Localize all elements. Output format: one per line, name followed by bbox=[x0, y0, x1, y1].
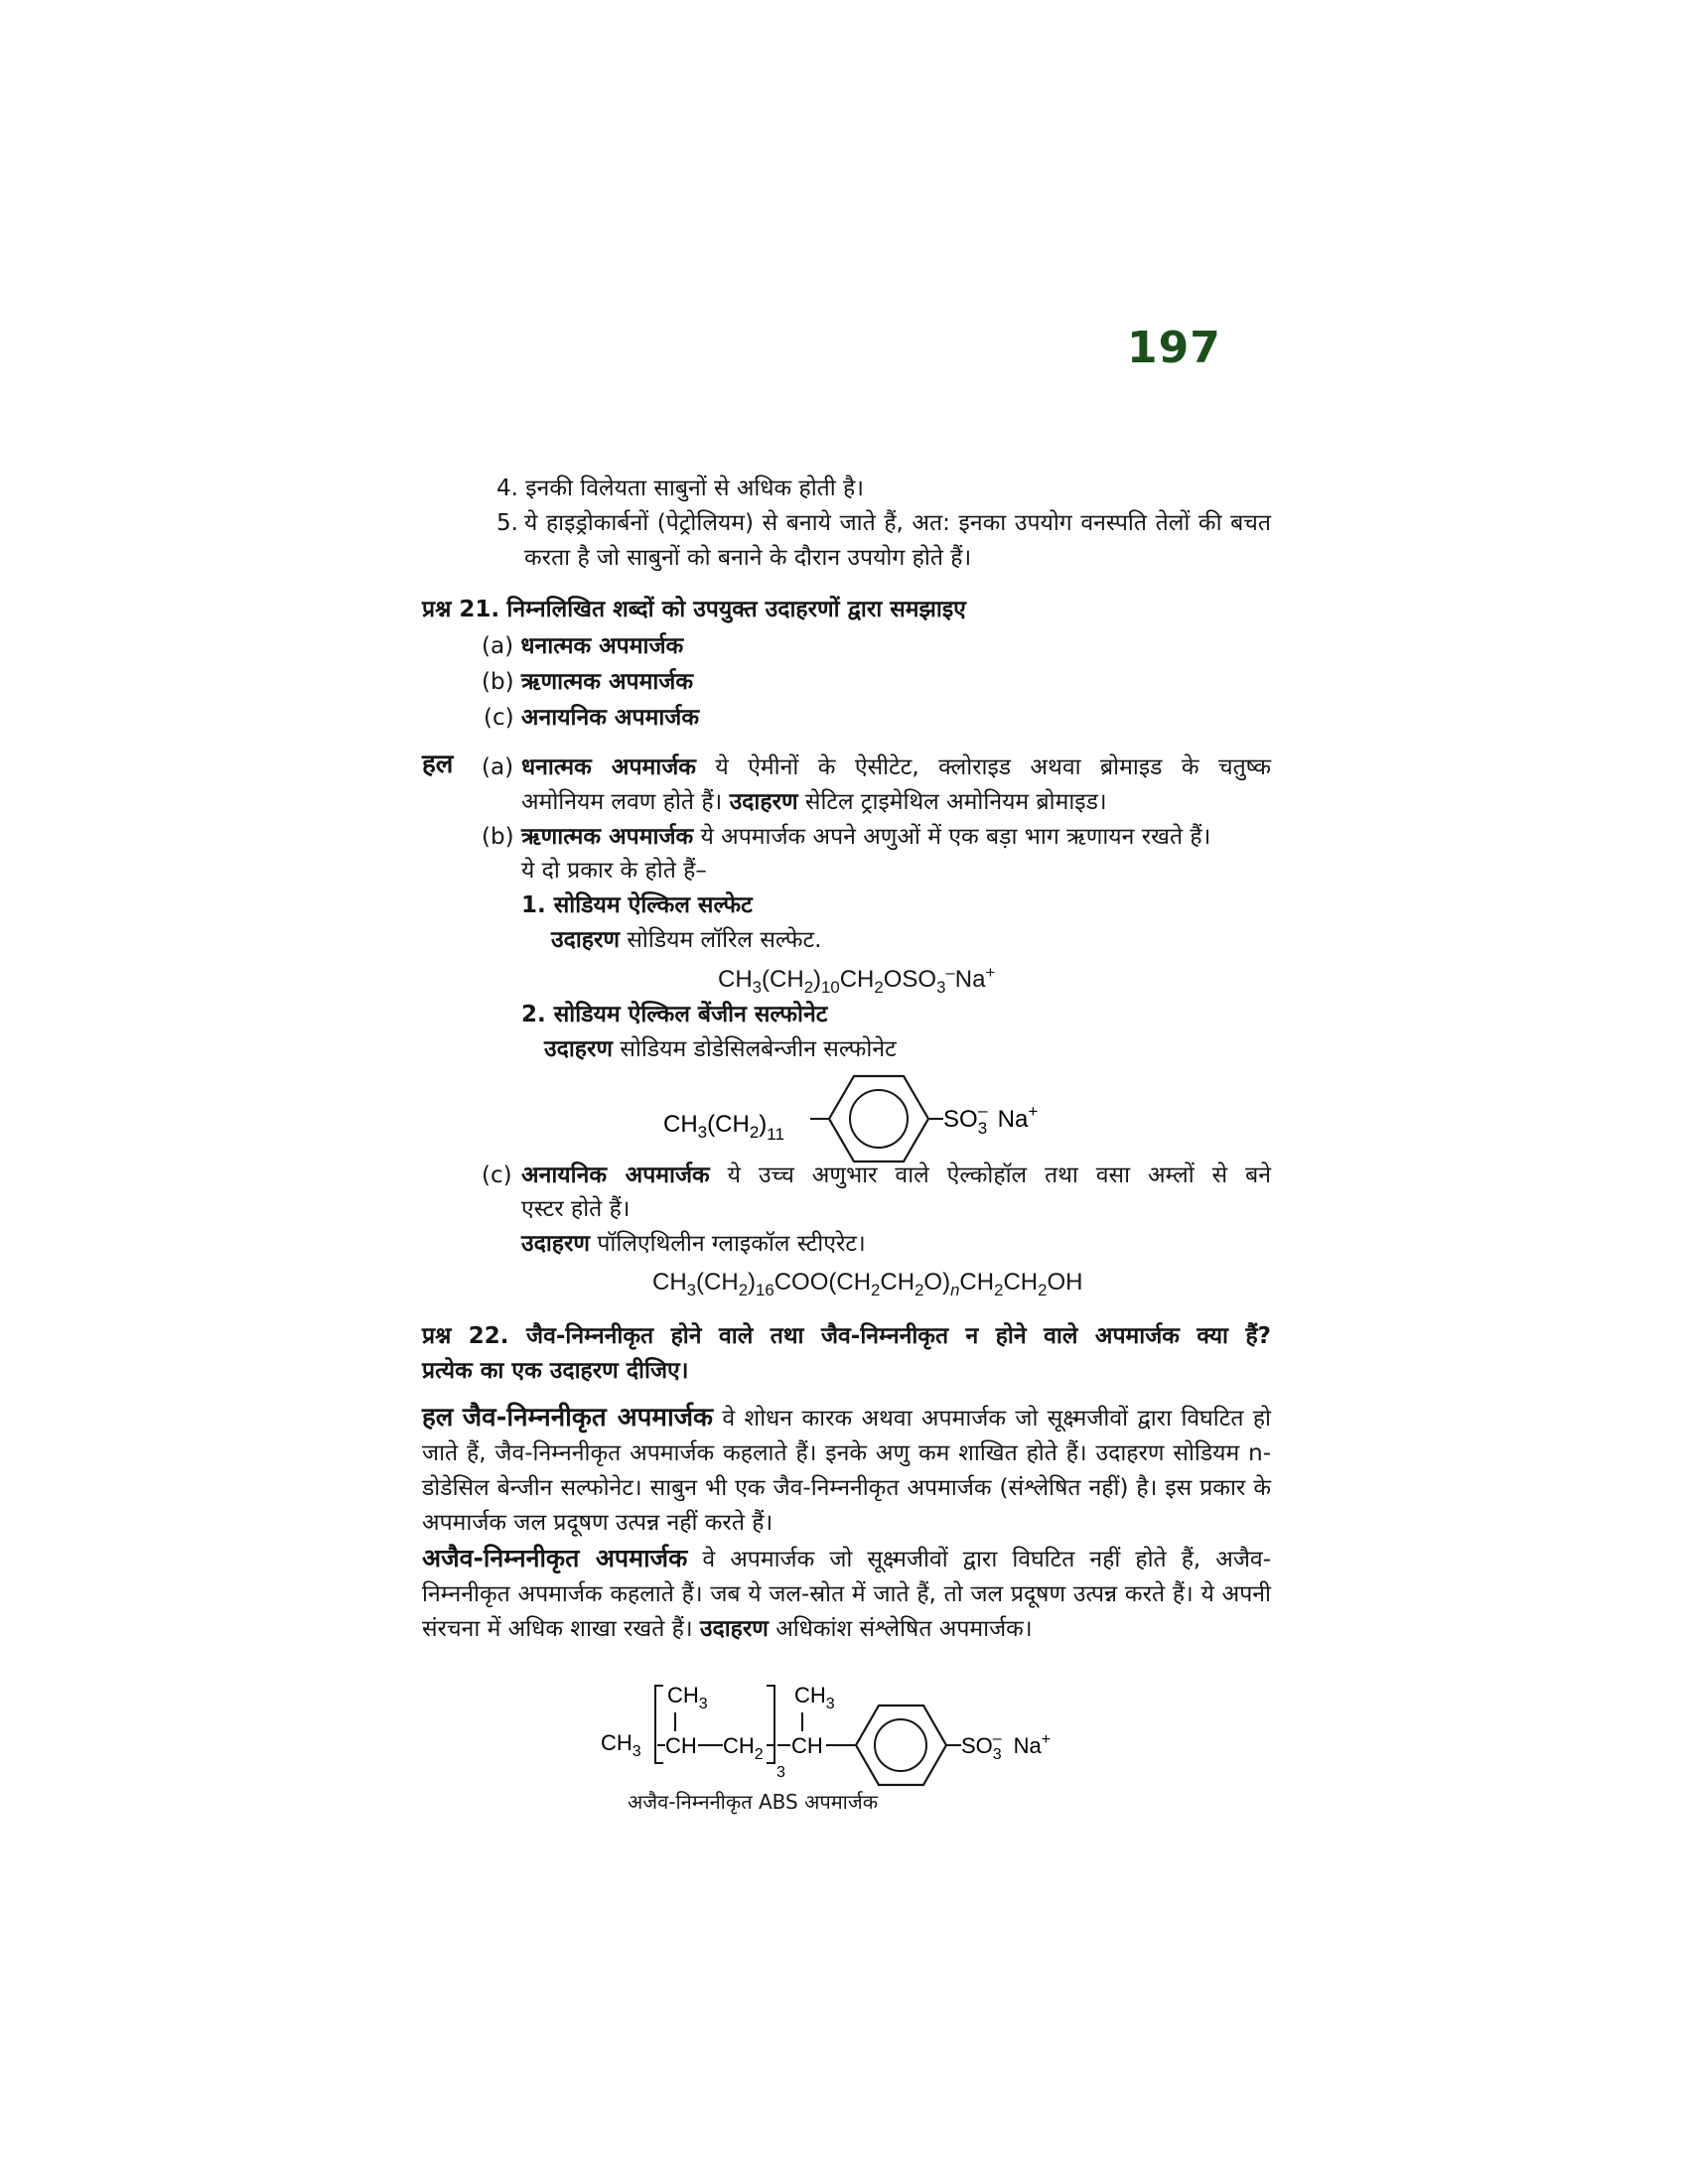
branch-methyl-label: $CH_3$ bbox=[794, 1683, 835, 1712]
benzene-circle bbox=[875, 1719, 926, 1771]
question-text: जैव-निम्ननीकृत होने वाले तथा जैव-निम्ननीकृत न होने वाले अपमार्जक क्या हैं? bbox=[526, 1323, 1272, 1349]
non-biodegradable-paragraph bbox=[422, 1541, 1271, 1647]
question-22-line2: प्रत्येक का एक उदाहरण दीजिए। bbox=[422, 1358, 689, 1384]
list-number: 5. bbox=[496, 510, 518, 536]
left-bracket bbox=[655, 1686, 663, 1763]
biodegradable-title: जैव-निम्ननीकृत अपमार्जक bbox=[462, 1403, 713, 1433]
repeat-count: 3 bbox=[776, 1764, 785, 1781]
right-bracket bbox=[767, 1686, 774, 1763]
biodegradable-paragraph bbox=[422, 1401, 1271, 1541]
option-a bbox=[482, 629, 683, 663]
solution-c-key: (c) bbox=[482, 1162, 512, 1188]
biodegradable-text: वे शोधन कारक अथवा अपमार्जक जो सूक्ष्मजीवों द्वारा विघटित हो जाते हैं, जैव-निम्ननीकृत अपमार्जक कहलाते हैं। इनके अणु कम शाखित होते हैं। उदाहरण सोडियम n-डोडेसिल बेन्जीन सल्फोनेट। साबुन भी एक जैव-निम्ननीकृत अपमार्जक (संश्लेषित नहीं) है। इस प्रकार के अपमार्जक जल प्रदूषण उत्पन्न नहीं करते हैं। bbox=[422, 1406, 1271, 1536]
methyl-label: $CH_3$ bbox=[601, 1730, 641, 1760]
list-text: ये हाइड्रोकार्बनों (पेट्रोलियम) से बनाये जाते हैं, अत: इनका उपयोग वनस्पति तेलों की बचत करता है जो साबुनों को बनाने के दौरान उपयोग होते हैं। bbox=[524, 510, 1271, 571]
example-label: उदाहरण bbox=[699, 1616, 769, 1642]
example-text: पॉलिएथिलीन ग्लाइकॉल स्टीएरेट। bbox=[597, 1231, 866, 1257]
alkyl-chain-label: $CH_3(CH_2)_{11}$ bbox=[663, 1111, 784, 1144]
option-c bbox=[484, 701, 699, 735]
solution-a-line1 bbox=[521, 751, 1271, 785]
solution-a-title: धनात्मक अपमार्जक bbox=[521, 754, 696, 780]
non-biodegradable-title: अजैव-निम्ननीकृत अपमार्जक bbox=[422, 1544, 688, 1572]
ch-label: CH bbox=[665, 1733, 697, 1758]
example-label: उदाहरण bbox=[521, 1231, 591, 1257]
option-text: धनात्मक अपमार्जक bbox=[520, 633, 684, 659]
example-label: उदाहरण bbox=[544, 1036, 614, 1062]
solution-b-title: ऋणात्मक अपमार्जक bbox=[521, 824, 694, 850]
list-text: इनकी विलेयता साबुनों से अधिक होती है। bbox=[525, 476, 864, 501]
example-label: उदाहरण bbox=[729, 789, 798, 815]
example-line bbox=[551, 923, 821, 957]
question-text: निम्नलिखित शब्दों को उपयुक्त उदाहरणों द्वारा समझाइए bbox=[506, 597, 966, 622]
option-text: ऋणात्मक अपमार्जक bbox=[520, 669, 694, 695]
solution-b-key: (b) bbox=[482, 824, 514, 850]
sulphonate-label: $SO_3-$ Na+ bbox=[961, 1730, 1052, 1763]
example-label: उदाहरण bbox=[551, 927, 621, 953]
sulphonate-label: $SO_3-$ Na+ bbox=[943, 1101, 1039, 1138]
page-number: 197 bbox=[1127, 323, 1221, 373]
option-key: (c) bbox=[484, 705, 514, 731]
solution-a-key: (a) bbox=[482, 754, 514, 780]
solution-c-text: ये उच्च अणुभार वाले ऐल्कोहॉल तथा वसा अम्लों से बने bbox=[727, 1162, 1272, 1188]
benzene-circle bbox=[850, 1090, 908, 1148]
sodium-lauryl-sulphate-formula: $CH_3(CH_2)_{10}CH_2OSO_3^-Na^+$ bbox=[718, 963, 996, 997]
dodecylbenzene-sulphonate-structure bbox=[655, 1062, 1072, 1171]
question-21 bbox=[422, 593, 966, 626]
benzene-ring bbox=[829, 1076, 928, 1161]
solution-b-line2: ये दो प्रकार के होते हैं– bbox=[521, 858, 707, 884]
question-label: प्रश्न 22. bbox=[422, 1323, 509, 1349]
solution-a-text: ये ऐमीनों के ऐसीटेट, क्लोराइड अथवा ब्रोमाइड के चतुष्क bbox=[715, 754, 1271, 780]
solution-a-text: अमोनियम लवण होते हैं। bbox=[521, 789, 723, 815]
example-text: अधिकांश संश्लेषित अपमार्जक। bbox=[775, 1616, 1033, 1642]
example-line bbox=[544, 1032, 897, 1066]
abs-caption: अजैव-निम्ननीकृत ABS अपमार्जक bbox=[628, 1790, 879, 1814]
solution-c-title: अनायनिक अपमार्जक bbox=[521, 1162, 710, 1188]
solution-label: हल bbox=[422, 750, 454, 779]
sodium-alkyl-benzene-sulphonate-heading: 2. सोडियम ऐल्किल बेंजीन सल्फोनेट bbox=[521, 1002, 828, 1027]
example-text: सोडियम लॉरिल सल्फेट. bbox=[627, 927, 822, 953]
polyethylene-glycol-stearate-formula: $CH_3(CH_2)_{16}COO(CH_2CH_2O)_nCH_2CH_2OH$ bbox=[652, 1269, 1083, 1299]
abs-detergent-structure bbox=[596, 1668, 1112, 1797]
solution-b-line1 bbox=[521, 820, 1210, 854]
example-text: सेटिल ट्राइमेथिल अमोनियम ब्रोमाइड। bbox=[804, 789, 1107, 815]
ch2-label: $CH_2$ bbox=[723, 1733, 764, 1763]
solution-c-line2: एस्टर होते हैं। bbox=[521, 1196, 631, 1222]
solution-a-line2 bbox=[521, 785, 1107, 819]
solution-b-text: ये अपमार्जक अपने अणुओं में एक बड़ा भाग ऋणायन रखते हैं। bbox=[700, 824, 1211, 850]
solution-label: हल bbox=[422, 1403, 454, 1433]
benzene-ring bbox=[856, 1706, 946, 1785]
list-item bbox=[496, 472, 864, 505]
non-biodegradable-text: वे अपमार्जक जो सूक्ष्मजीवों द्वारा विघटित नहीं होते हैं, अजैव-निम्ननीकृत अपमार्जक कहलाते हैं। जब ये जल-स्रोत में जाते हैं, तो जल प्रदूषण उत्पन्न करते हैं। ये अपनी संरचना में अधिक शाखा रखते हैं। bbox=[422, 1547, 1272, 1642]
example-line bbox=[521, 1227, 866, 1261]
option-key: (b) bbox=[482, 669, 514, 695]
question-label: प्रश्न 21. bbox=[422, 597, 500, 622]
sodium-alkyl-sulphate-heading: 1. सोडियम ऐल्किल सल्फेट bbox=[521, 892, 753, 918]
branch-methyl-label: $CH_3$ bbox=[667, 1683, 708, 1712]
ch-label: CH bbox=[791, 1733, 823, 1758]
option-key: (a) bbox=[482, 633, 514, 659]
example-text: सोडियम डोडेसिलबेन्जीन सल्फोनेट bbox=[620, 1036, 897, 1062]
option-b bbox=[482, 665, 693, 699]
solution-c-line1 bbox=[521, 1159, 1271, 1193]
option-text: अनायनिक अपमार्जक bbox=[520, 705, 700, 731]
question-22-line1 bbox=[422, 1319, 1271, 1354]
list-number: 4. bbox=[496, 476, 518, 501]
